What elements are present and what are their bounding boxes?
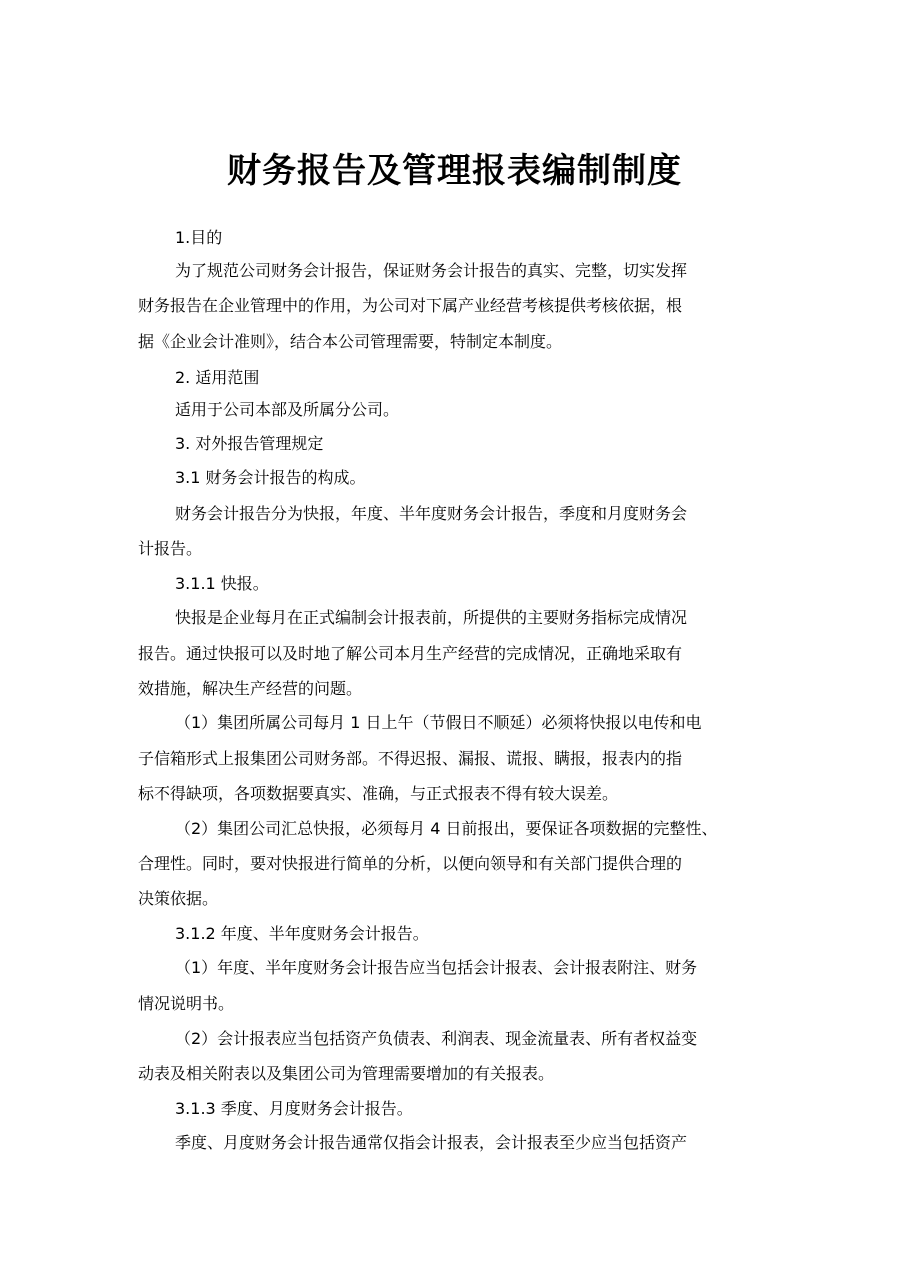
paragraph-line: （2）会计报表应当包括资产负债表、利润表、现金流量表、所有者权益变 [175, 1029, 698, 1048]
section-heading-external-report: 3. 对外报告管理规定 [175, 434, 324, 453]
paragraph-line: 据《企业会计准则》，结合本公司管理需要，特制定本制度。 [138, 332, 563, 351]
paragraph-line: 财务报告在企业管理中的作用，为公司对下属产业经营考核提供考核依据，根 [138, 296, 683, 315]
subsection-heading: 3.1.2 年度、半年度财务会计报告。 [175, 924, 429, 943]
subsection-heading: 3.1.3 季度、月度财务会计报告。 [175, 1099, 413, 1118]
paragraph-line: 标不得缺项，各项数据要真实、准确，与正式报表不得有较大误差。 [138, 784, 619, 803]
paragraph-line: 财务会计报告分为快报，年度、半年度财务会计报告，季度和月度财务会 [175, 504, 688, 523]
paragraph-line: 季度、月度财务会计报告通常仅指会计报表，会计报表至少应当包括资产 [175, 1133, 688, 1152]
paragraph-line: 计报告。 [138, 539, 203, 558]
document-title: 财务报告及管理报表编制制度 [227, 151, 682, 191]
paragraph-line: （2）集团公司汇总快报，必须每月 4 日前报出，要保证各项数据的完整性、 [175, 819, 718, 838]
paragraph-line: （1）年度、半年度财务会计报告应当包括会计报表、会计报表附注、财务 [175, 958, 698, 977]
paragraph-line: （1）集团所属公司每月 1 日上午（节假日不顺延）必须将快报以电传和电 [175, 713, 702, 732]
section-heading-scope: 2. 适用范围 [175, 368, 260, 387]
paragraph-line: 动表及相关附表以及集团公司为管理需要增加的有关报表。 [138, 1064, 555, 1083]
paragraph-line: 为了规范公司财务会计报告，保证财务会计报告的真实、完整，切实发挥 [175, 261, 688, 280]
paragraph-line: 合理性。同时，要对快报进行简单的分析，以便向领导和有关部门提供合理的 [138, 854, 683, 873]
paragraph-line: 决策依据。 [138, 889, 219, 908]
subsection-heading: 3.1.1 快报。 [175, 574, 269, 593]
paragraph-line: 报告。通过快报可以及时地了解公司本月生产经营的完成情况，正确地采取有 [138, 644, 683, 663]
subsection-heading: 3.1 财务会计报告的构成。 [175, 468, 366, 487]
paragraph-line: 适用于公司本部及所属分公司。 [175, 400, 400, 419]
section-heading-purpose: 1.目的 [175, 228, 223, 247]
paragraph-line: 快报是企业每月在正式编制会计报表前，所提供的主要财务指标完成情况 [175, 608, 688, 627]
paragraph-line: 情况说明书。 [138, 994, 235, 1013]
paragraph-line: 子信箱形式上报集团公司财务部。不得迟报、漏报、谎报、瞒报，报表内的指 [138, 749, 683, 768]
paragraph-line: 效措施，解决生产经营的问题。 [138, 679, 363, 698]
